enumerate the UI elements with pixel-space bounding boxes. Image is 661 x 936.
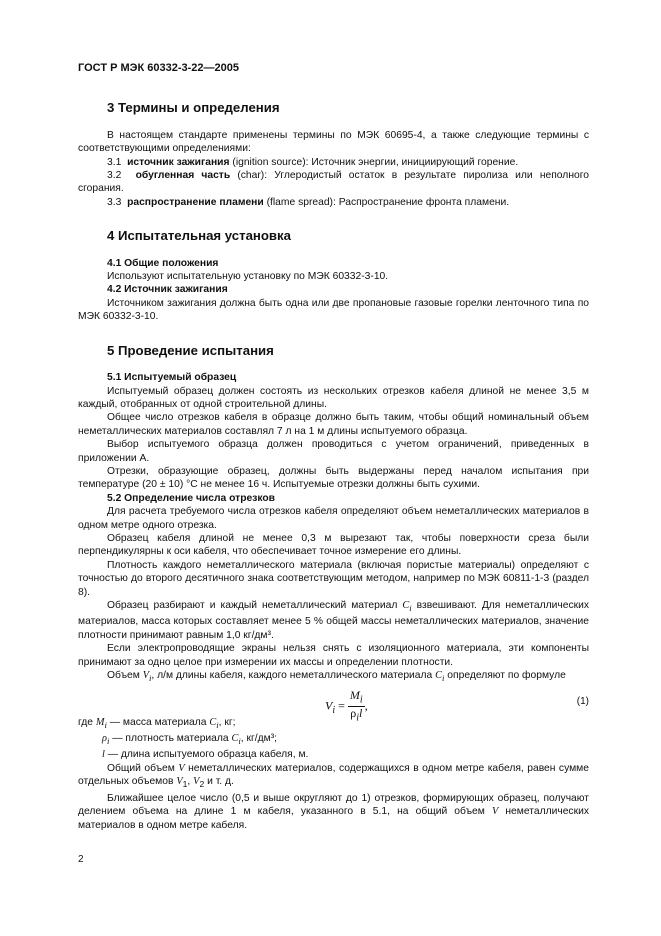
section-3-intro: В настоящем стандарте применены термины по МЭК 60695-4, а также следующие термины с соответствующими определениями: <box>78 129 589 155</box>
subsection-5-1-title: 5.1 Испытуемый образец <box>107 372 237 384</box>
paragraph: Отрезки, образующие образец, должны быть выдержаны перед началом испытания при температуре (20 ± 10) °С не менее 16 ч. Испытуемые отрезки должны быть сухими. <box>78 465 589 491</box>
subsection-4-1-text: Используют испытательную установку по МЭК 60332-3-10. <box>107 271 389 283</box>
formula-number: (1) <box>576 695 589 707</box>
paragraph: Образец кабеля длиной не менее 0,3 м вырезают так, чтобы поверхности среза были перпендикулярны к оси кабеля, что обеспечивает точное измерение его длины. <box>78 532 589 558</box>
paragraph: Общий объем V неметаллических материалов, содержащихся в одном метре кабеля, равен сумме отдельных объемов $V_1$, $V_2$ и т. д. <box>78 762 589 790</box>
paragraph: Ближайшее целое число (0,5 и выше округляют до 1) отрезков, формирующих образец, получают делением объема на длине 1 м кабеля, указанного в 5.1, на общий объем V неметаллических материалов в одном метре кабеля. <box>78 792 589 831</box>
paragraph: Для расчета требуемого числа отрезков кабеля определяют объем неметаллических материалов в одном метре одного отрезка. <box>78 506 589 531</box>
standard-header: ГОСТ Р МЭК 60332-3-22—2005 <box>78 62 239 74</box>
paragraph: Образец разбирают и каждый неметаллический материал $C_i$ взвешивают. Для неметаллических материалов, масса которых составляет менее 5 % общей массы неметаллических материалов, значение плотности принимают равным 1,0 кг/дм³. <box>78 600 589 641</box>
paragraph: Объем $V_i$, л/м длины кабеля, каждого неметаллического материала $C_i$ определяют по формуле <box>107 670 566 684</box>
page-number: 2 <box>78 854 84 865</box>
subsection-4-1-title: 4.1 Общие положения <box>107 257 219 269</box>
subsection-4-2-text: Источником зажигания должна быть одна или две пропановые газовые горелки ленточного типа по МЭК 60332-3-10. <box>78 297 589 323</box>
subsection-4-2-title: 4.2 Источник зажигания <box>107 284 228 296</box>
paragraph: Выбор испытуемого образца должен проводиться с учетом ограничений, приведенных в приложении А. <box>78 439 589 464</box>
paragraph: Если электропроводящие экраны нельзя снять с изоляционного материала, эти компоненты принимают за одно целое при измерении их массы и определении плотности. <box>78 643 589 668</box>
term-3-1: 3.1 источник зажигания (ignition source): Источник энергии, инициирующий горение. <box>107 156 519 168</box>
paragraph: Плотность каждого неметаллического материала (включая пористые материалы) определяют с точностью до второго десятичного знака соответствующим методом, например по МЭК 60811-1-3 (раздел 8). <box>78 559 589 598</box>
formula-1: $V_i$ = $\frac{M_i}{\rho_il}$ , (1) <box>325 687 589 724</box>
term-3-2: 3.2 обугленная часть (char): Углеродистый остаток в результате пиролиза или неполного сгорания. <box>78 170 589 195</box>
paragraph: Общее число отрезков кабеля в образце должно быть таким, чтобы общий номинальный объем неметаллических материалов составлял 7 л на 1 м длины испытуемого образца. <box>78 412 589 437</box>
section-5-title: 5 Проведение испытания <box>107 342 274 358</box>
paragraph: Испытуемый образец должен состоять из нескольких отрезков кабеля длиной не менее 3,5 м каждый, отобранных от одной строительной длины. <box>78 385 589 410</box>
term-3-3: 3.3 распространение пламени (flame spread): Распространение фронта пламени. <box>107 196 510 208</box>
formula-legend: где $M_i$ — масса материала $C_i$, кг; $\rho_i$ — плотность материала $C_i$, кг/дм³; l — длина испытуемого образца кабеля, м. <box>78 716 309 761</box>
subsection-5-2-title: 5.2 Определение числа отрезков <box>107 492 275 504</box>
section-3-title: 3 Термины и определения <box>107 100 280 116</box>
section-4-title: 4 Испытательная установка <box>107 228 291 244</box>
